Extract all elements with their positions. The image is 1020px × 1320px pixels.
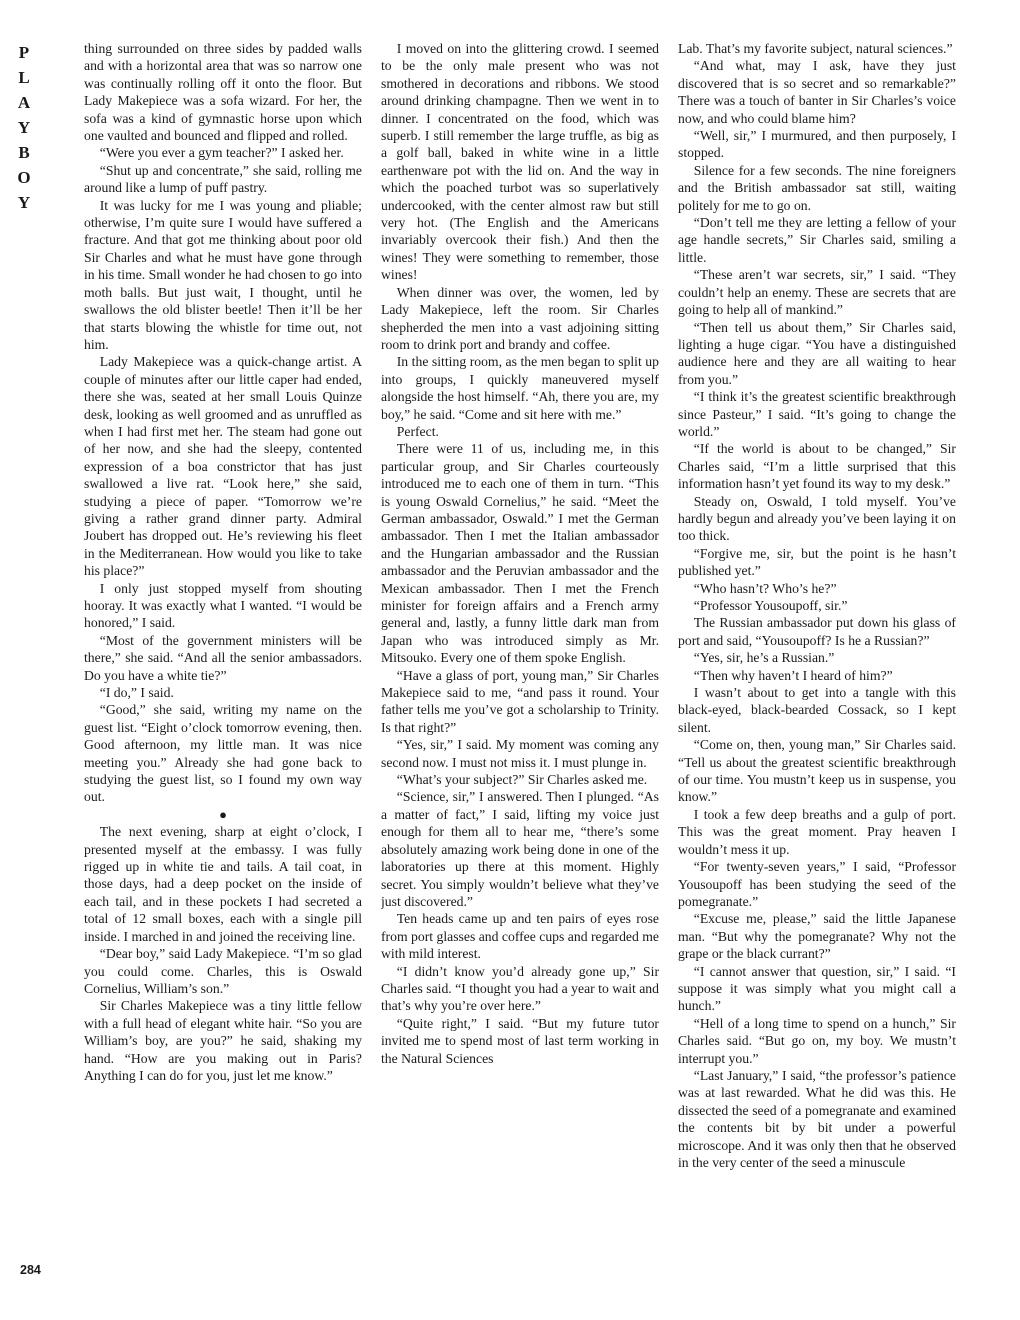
paragraph: When dinner was over, the women, led by Lady Makepiece, left the room. Sir Charles shepherded the men into a vast adjoining sitting room to drink port and brandy and coffee. — [381, 284, 659, 352]
paragraph: “Then why haven’t I heard of him?” — [693, 667, 893, 683]
paragraph: “These aren’t war secrets, sir,” I said. “They couldn’t help an enemy. These are secrets that are going to help all of mankind.” — [678, 267, 956, 318]
paragraph: “Excuse me, please,” said the little Japanese man. “But why the pomegranate? Why not the grape or the black currant?” — [678, 911, 956, 962]
paragraph: “Then tell us about them,” Sir Charles said, lighting a huge cigar. “You have a distinguished audience here and they are all waiting to hear from you.” — [678, 319, 956, 387]
paragraph: I moved on into the glittering crowd. I seemed to be the only male present who was not smothered in decorations and ribbons. We stood around drinking champagne. Then we went in to dinner. I concentrated on the food, which was superb. I still remember the large truffle, as big as a golf ball, baked in white wine in a little earthenware pot with the lid on. And the way in which the poached turbot was so superlatively undercooked, with the center almost raw but still very hot. (The English and the Americans invariably overcook their fish.) And then the wines! They were something to remember, those wines! — [381, 41, 659, 283]
paragraph: “For twenty-seven years,” I said, “Professor Yousoupoff has been studying the seed of the pomegranate.” — [678, 859, 956, 909]
paragraph: “I cannot answer that question, sir,” I said. “I suppose it was simply what you might call a hunch.” — [678, 963, 956, 1014]
masthead-letter: O — [17, 168, 31, 187]
paragraph: “Most of the government ministers will be there,” she said. “And all the senior ambassadors. Do you have a white tie?” — [84, 632, 362, 683]
paragraph: “And what, may I ask, have they just discovered that is so secret and so remarkable?” There was a touch of banter in Sir Charles’s voice now, and who could blame him? — [678, 58, 956, 126]
masthead-letter: P — [18, 43, 30, 62]
paragraph: “If the world is about to be changed,” Sir Charles said, “I’m a little surprised that this information hasn’t yet found its way to my desk.” — [678, 441, 956, 492]
magazine-name-vertical — [14, 40, 34, 215]
section-break-bullet: ● — [219, 806, 227, 822]
paragraph: “Hell of a long time to spend on a hunch,” Sir Charles said. “But go on, my boy. We mustn’t interrupt you.” — [678, 1015, 956, 1066]
paragraph: “Don’t tell me they are letting a fellow of your age handle secrets,” Sir Charles said, smiling a little. — [678, 215, 956, 265]
paragraph: Silence for a few seconds. The nine foreigners and the British ambassador sat still, waiting politely for me to go on. — [678, 162, 956, 213]
paragraph: “Come on, then, young man,” Sir Charles said. “Tell us about the greatest scientific breakthrough of our time. You mustn’t keep us in suspense, you know.” — [678, 737, 956, 805]
masthead-letter: Y — [17, 118, 31, 137]
paragraph: “I do,” I said. — [99, 685, 174, 701]
text-column-2 — [381, 40, 659, 1290]
paragraph: “Last January,” I said, “the professor’s patience was at last rewarded. What he did was this. He dissected the seed of a pomegranate and examined the contents bit by bit under a powerful microscope. And it was only then that he observed in the very center of the seed a minuscule — [678, 1067, 956, 1170]
paragraph: “Science, sir,” I answered. Then I plunged. “As a matter of fact,” I said, lifting my voice just enough for them all to hear me, “there’s some absolutely amazing work being done in one of the laboratories up there at this moment. Highly secret. You simply wouldn’t believe what they’ve just discovered.” — [381, 789, 659, 909]
paragraph: “I didn’t know you’d already gone up,” Sir Charles said. “I thought you had a year to wait and that’s why you’re over here.” — [381, 963, 659, 1014]
paragraph: “Well, sir,” I murmured, and then purposely, I stopped. — [678, 128, 956, 161]
paragraph: The Russian ambassador put down his glass of port and said, “Yousoupoff? Is he a Russian?” — [678, 615, 956, 648]
paragraph: “Have a glass of port, young man,” Sir Charles Makepiece said to me, “and pass it round. Your father tells me you’ve got a scholarship to Trinity. Is that right?” — [381, 667, 659, 735]
text-column-3 — [678, 40, 956, 1290]
paragraph: “Good,” she said, writing my name on the guest list. “Eight o’clock tomorrow evening, then. Good afternoon, my little man. It was nice meeting you.” Already she had gone back to studying the guest list, so I found my own way out. — [84, 702, 362, 805]
paragraph: I took a few deep breaths and a gulp of port. This was the great moment. Pray heaven I wouldn’t mess it up. — [678, 806, 956, 857]
paragraph: “Forgive me, sir, but the point is he hasn’t published yet.” — [678, 545, 956, 579]
paragraph: “Quite right,” I said. “But my future tutor invited me to spend most of last term working in the Natural Sciences — [381, 1015, 659, 1066]
paragraph: “Professor Yousoupoff, sir.” — [693, 598, 848, 613]
paragraph: “What’s your subject?” Sir Charles asked me. — [396, 772, 648, 788]
paragraph: “Yes, sir,” I said. My moment was coming any second now. I must not miss it. I must plunge in. — [381, 737, 659, 770]
paragraph: There were 11 of us, including me, in this particular group, and Sir Charles courteously introduced me to each one of them in turn. “This is young Oswald Cornelius,” he said. “Meet the German ambassador, Oswald.” I met the German ambassador. Then I met the Italian ambassador and the Hungarian ambassador and the Russian ambassador and the Peruvian ambassador and the Mexican ambassador. Then I met the French minister for foreign affairs and a French army general and, lastly, a funny little dark man from Japan who was introduced simply as Mr. Mitsouko. Every one of them spoke English. — [381, 441, 659, 666]
paragraph-continuation: thing surrounded on three sides by padded walls and with a horizontal area that was so narrow one was continually rolling off it onto the floor. But Lady Makepiece was a sofa wizard. For her, the sofa was a kind of gymnastic horse upon which one vaulted and bounced and flipped and rolled. — [84, 41, 362, 144]
paragraph: “Dear boy,” said Lady Makepiece. “I’m so glad you could come. Charles, this is Oswald Cornelius, William’s son.” — [84, 946, 362, 996]
paragraph: Lady Makepiece was a quick-change artist. A couple of minutes after our little caper had ended, there she was, seated at her small Louis Quinze desk, looking as well groomed and as unruffled as when I had first met her. The steam had gone out of her now, and she had the sleepy, contented expression of a boa constrictor that has just swallowed a live rat. “Look here,” she said, studying a piece of paper. “Tomorrow we’re giving a rather grand dinner party. Admiral Joubert has dropped out. He’s reviewing his fleet in the Mediterranean. How would you like to take his place?” — [84, 354, 362, 579]
paragraph: Ten heads came up and ten pairs of eyes rose from port glasses and coffee cups and regarded me with mild interest. — [381, 911, 659, 962]
paragraph: Perfect. — [396, 423, 439, 439]
masthead-letter: A — [17, 93, 31, 112]
paragraph: I wasn’t about to get into a tangle with this black-eyed, black-bearded Cossack, so I kept silent. — [678, 685, 956, 735]
paragraph: “Yes, sir, he’s a Russian.” — [693, 650, 835, 666]
paragraph: I only just stopped myself from shouting hooray. It was exactly what I wanted. “I would be honored,” I said. — [84, 580, 362, 631]
masthead-letter: L — [18, 68, 30, 87]
paragraph: In the sitting room, as the men began to split up into groups, I quickly maneuvered myself alongside the host himself. “Ah, there you are, my boy,” he said. “Come and sit here with me.” — [381, 354, 659, 422]
paragraph: Sir Charles Makepiece was a tiny little fellow with a full head of elegant white hair. “So you are William’s boy, are you?” he said, shaking my hand. “How are you making out in Paris? Anything I can do for you, just let me know.” — [84, 998, 362, 1083]
paragraph: “I think it’s the greatest scientific breakthrough since Pasteur,” I said. “It’s going to change the world.” — [678, 389, 956, 439]
masthead-letter: Y — [17, 193, 31, 212]
paragraph-continuation: Lab. That’s my favorite subject, natural sciences.” — [678, 41, 953, 56]
paragraph: It was lucky for me I was young and pliable; otherwise, I’m quite sure I would have suffered a fracture. And that got me thinking about poor old Sir Charles and what he must have gone through in his time. Small wonder he had chosen to go into moth balls. But just wait, I thought, until he swallows the old blister beetle! Then it’ll be her that starts blowing the whistle for time out, not him. — [84, 197, 362, 352]
paragraph: “Shut up and concentrate,” she said, rolling me around like a lump of puff pastry. — [84, 162, 362, 196]
paragraph: “Were you ever a gym teacher?” I asked her. — [99, 145, 344, 161]
text-column-1 — [84, 40, 362, 1290]
paragraph: The next evening, sharp at eight o’clock, I presented myself at the embassy. I was fully rigged up in white tie and tails. A tail coat, in those days, had a deep pocket on the inside of each tail, and in these pockets I had secreted a total of 12 small boxes, each with a single pill inside. I marched in and joined the receiving line. — [84, 824, 362, 944]
paragraph: Steady on, Oswald, I told myself. You’ve hardly begun and already you’ve been laying it on too thick. — [678, 493, 956, 544]
page-number: 284 — [20, 1263, 41, 1277]
paragraph: “Who hasn’t? Who’s he?” — [693, 580, 837, 596]
masthead-letter: B — [18, 143, 30, 162]
